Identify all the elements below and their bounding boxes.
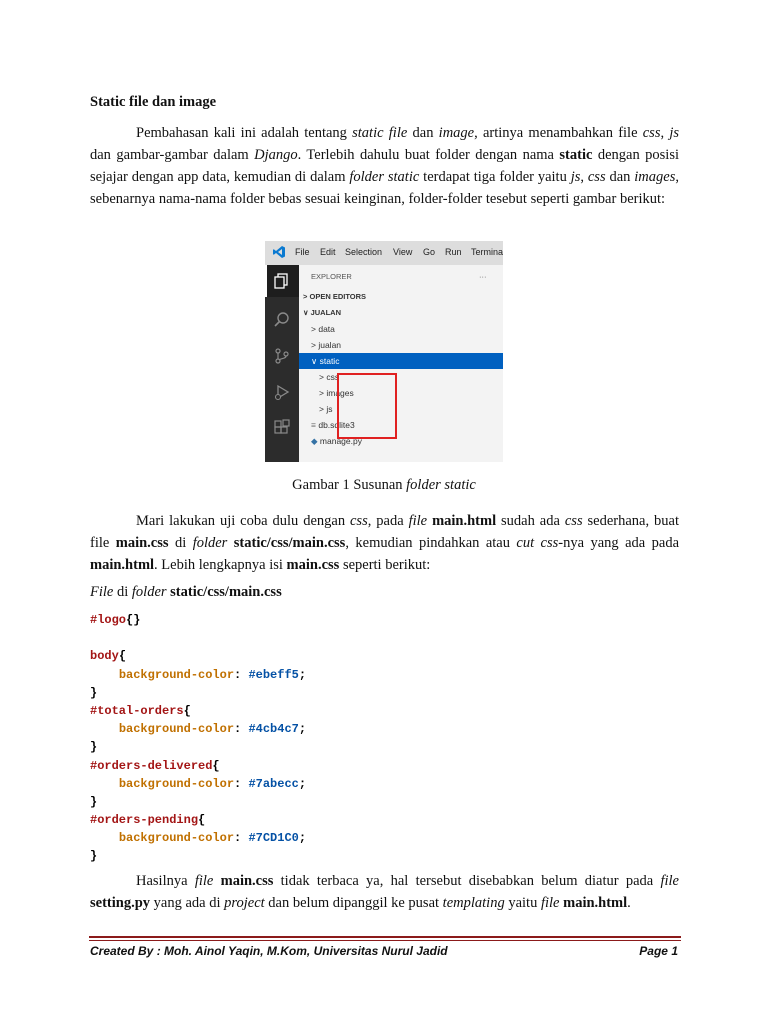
file-location-line: File di folder static/css/main.css: [90, 584, 282, 600]
explorer-icon: [273, 272, 291, 290]
file-lines-icon: ≡: [311, 420, 316, 430]
code-token-pun: {: [118, 649, 127, 664]
code-token-pun: }: [90, 685, 98, 700]
code-token-pun: ;: [298, 722, 307, 737]
code-line: [90, 738, 306, 756]
code-token-prop: background-color: [118, 776, 235, 791]
menu-terminal: Termina: [471, 247, 503, 257]
code-token-pun: ;: [298, 667, 307, 682]
code-line: [90, 811, 306, 829]
tree-row-jualan[interactable]: > jualan: [311, 340, 342, 350]
menu-file: File: [295, 247, 310, 257]
code-token-pun: {}: [126, 613, 141, 627]
code-token-pun: ;: [298, 776, 307, 791]
tree-row-db-sqlite3[interactable]: ≡ db.sqlite3: [311, 420, 355, 430]
code-line: [90, 702, 306, 720]
code-line: [90, 666, 306, 684]
tree-row-open-editors[interactable]: > OPEN EDITORS: [303, 292, 367, 301]
tree-row-data[interactable]: > data: [311, 324, 335, 334]
menu-selection: Selection: [345, 247, 383, 257]
code-token-pun: [90, 777, 119, 791]
code-line: [90, 775, 306, 793]
code-line: [90, 611, 306, 629]
chevron-right-icon: >: [319, 404, 324, 414]
footer-page-number: Page 1: [639, 944, 678, 958]
vscode-logo-icon: [272, 245, 286, 259]
code-line: [90, 793, 306, 811]
chevron-right-icon: >: [319, 388, 324, 398]
chevron-right-icon: >: [311, 340, 316, 350]
code-token-pun: }: [90, 849, 98, 864]
code-token-pun: [90, 831, 119, 845]
highlight-box: [337, 373, 397, 439]
figure-caption: Gambar 1 Susunan folder static: [292, 477, 476, 493]
chevron-right-icon: >: [319, 372, 324, 382]
code-line: [90, 647, 306, 665]
chevron-right-icon: >: [303, 292, 308, 301]
tree-row-jualan-root[interactable]: ∨ JUALAN: [303, 308, 342, 317]
code-token-pun: [90, 722, 119, 736]
code-token-pun: :: [234, 667, 249, 682]
code-line: [90, 847, 306, 865]
explorer-title: EXPLORER ···: [299, 269, 503, 285]
code-token-pun: }: [90, 794, 98, 809]
code-token-pun: :: [234, 776, 249, 791]
explorer-panel: [299, 265, 503, 462]
code-line: [90, 757, 306, 775]
code-token-pun: :: [234, 722, 249, 737]
figure-vscode-explorer: [265, 241, 503, 462]
tree-row-css[interactable]: > css: [319, 372, 340, 382]
code-line: [90, 720, 306, 738]
code-token-val: #4cb4c7: [248, 722, 299, 737]
code-token-val: #ebeff5: [248, 667, 299, 682]
chevron-right-icon: >: [311, 324, 316, 334]
menu-view: View: [393, 247, 413, 257]
code-token-prop: background-color: [118, 831, 235, 846]
code-token-sel: #logo: [90, 613, 127, 627]
more-actions-icon[interactable]: ···: [479, 272, 487, 281]
tree-row-manage-py[interactable]: ◆ manage.py: [311, 436, 362, 446]
code-block-css: [90, 611, 306, 866]
menu-bar: [265, 241, 503, 265]
code-token-sel: body: [90, 649, 119, 664]
paragraph-test-css: Mari lakukan uji coba dulu dengan css, pada file main.html sudah ada css sederhana, buat file main.css di folder static/css/main.css, kemudian pindahkan atau cut css-nya yang ada pada main.html. Lebih lengkapnya isi main.css seperti berikut:: [90, 513, 680, 573]
code-token-sel: #orders-delivered: [90, 758, 213, 773]
code-token-pun: :: [234, 831, 249, 846]
code-token-pun: [90, 668, 119, 682]
code-line: [90, 829, 306, 847]
code-line: [90, 684, 306, 702]
footer-rule-thin: [89, 940, 681, 941]
tree-row-static[interactable]: ∨ static: [299, 353, 503, 369]
menu-edit: Edit: [320, 247, 336, 257]
paragraph-result: Hasilnya file main.css tidak terbaca ya, hal tersebut disebabkan belum diatur pada file setting.py yang ada di project dan belum dipanggil ke pusat templating yaitu file main.html.: [90, 873, 679, 911]
code-token-pun: {: [212, 758, 220, 773]
code-token-pun: {: [198, 813, 206, 828]
code-token-sel: #orders-pending: [90, 813, 199, 828]
code-token-val: #7abecc: [248, 776, 299, 791]
python-file-icon: ◆: [311, 436, 318, 446]
menu-go: Go: [423, 247, 436, 257]
footer-author: Created By : Moh. Ainol Yaqin, M.Kom, Universitas Nurul Jadid: [90, 944, 448, 958]
source-control-icon: [273, 347, 291, 365]
extensions-icon: [273, 419, 291, 437]
tree-row-js[interactable]: > js: [319, 404, 333, 414]
code-token-pun: {: [183, 703, 191, 718]
chevron-down-icon: ∨: [303, 308, 309, 317]
code-token-prop: background-color: [118, 722, 235, 737]
code-token-val: #7CD1C0: [248, 831, 299, 846]
paragraph-intro: Pembahasan kali ini adalah tentang static file dan image, artinya menambahkan file css, js dan gambar-gambar dalam Django. Terlebih dahulu buat folder dengan nama static dengan posisi sejajar dengan app data, kemudian di dalam folder static terdapat tiga folder yaitu js, css dan images, sebenarnya nama-nama folder bebas sesuai keinginan, folder-folder tesebut seperti gambar berikut:: [90, 125, 679, 207]
code-token-sel: #total-orders: [90, 703, 184, 718]
activity-bar: [265, 265, 299, 462]
run-debug-icon: [273, 383, 291, 401]
code-line: [90, 629, 306, 647]
section-heading: Static file dan image: [90, 94, 217, 110]
code-token-pun: }: [90, 740, 98, 755]
tree-row-images[interactable]: > images: [319, 388, 354, 398]
footer-rule: [89, 936, 681, 938]
chevron-down-icon: ∨: [311, 356, 318, 366]
code-token-prop: background-color: [118, 667, 235, 682]
code-token-pun: ;: [298, 831, 307, 846]
menu-run: Run: [445, 247, 462, 257]
search-icon: [273, 311, 291, 329]
